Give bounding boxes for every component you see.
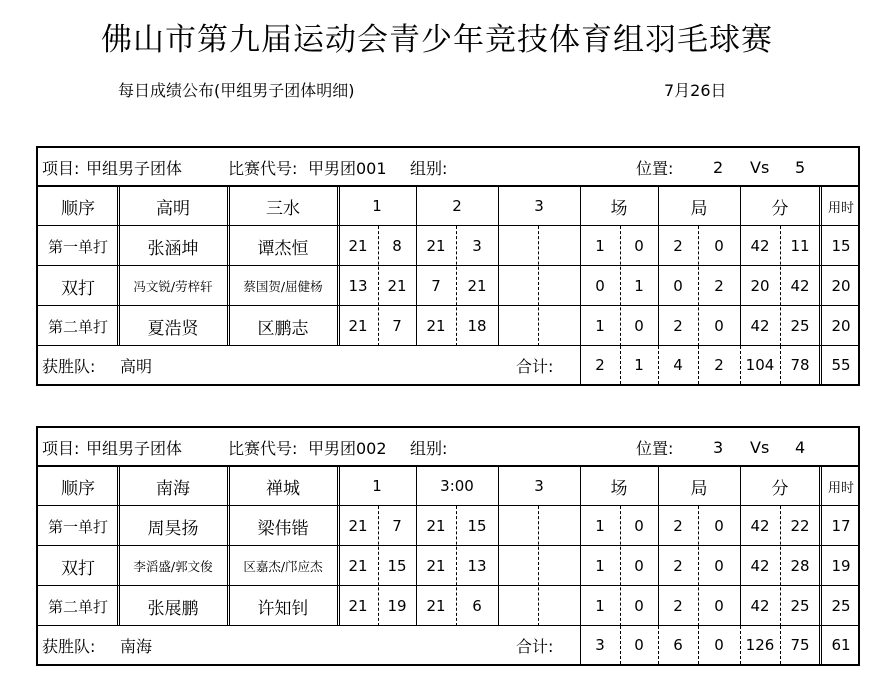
total-time: 55	[831, 356, 851, 374]
set-2-score-a: 21	[426, 237, 446, 255]
team-a-name: 南海	[156, 478, 190, 499]
set-2-score-b: 3	[472, 237, 482, 255]
player-b: 蔡国贺/屈健杨	[243, 279, 323, 294]
player-b: 区嘉杰/邝应杰	[243, 559, 323, 574]
set-1-header: 1	[372, 197, 382, 215]
match-order: 双打	[61, 558, 95, 579]
points-b: 25	[790, 597, 810, 615]
position-label: 位置:	[636, 438, 674, 458]
group-label: 组别:	[410, 158, 448, 178]
matches-a: 1	[595, 517, 605, 535]
position-a: 2	[713, 157, 724, 177]
winner-team: 南海	[120, 636, 153, 656]
games-b: 0	[714, 237, 724, 255]
points-a: 42	[750, 597, 770, 615]
set-3-score-a	[498, 506, 538, 546]
points-header: 分	[771, 198, 789, 219]
points-b: 42	[790, 277, 810, 295]
set-1-score-b: 19	[387, 597, 407, 615]
match-order: 第一单打	[47, 237, 108, 256]
games-a: 0	[673, 277, 683, 295]
set-1-score-b: 7	[392, 517, 402, 535]
games-a: 2	[673, 237, 683, 255]
matches-b: 0	[634, 237, 644, 255]
points-a: 42	[750, 557, 770, 575]
team-b-name: 三水	[266, 198, 300, 219]
match-code: 甲男团002	[308, 438, 387, 458]
position-a: 3	[713, 437, 724, 457]
matches-b: 0	[634, 317, 644, 335]
points-a: 42	[750, 517, 770, 535]
total-points-b: 78	[790, 356, 810, 374]
set-1-score-a: 13	[348, 277, 368, 295]
games-header: 局	[690, 198, 708, 219]
matches-b: 0	[634, 557, 644, 575]
games-b: 2	[714, 277, 724, 295]
points-b: 25	[790, 317, 810, 335]
set-1-score-b: 7	[392, 317, 402, 335]
matches-b: 1	[634, 277, 644, 295]
games-b: 0	[714, 557, 724, 575]
matches-header: 场	[610, 478, 628, 499]
match-order: 第二单打	[47, 597, 108, 616]
order-header: 顺序	[61, 478, 95, 499]
set-3-score-b	[538, 226, 580, 266]
total-matches-a: 3	[595, 636, 605, 654]
match-table	[36, 426, 860, 666]
set-1-score-a: 21	[348, 317, 368, 335]
time-header: 用时	[827, 480, 854, 496]
player-a: 李滔盛/郭文俊	[133, 559, 213, 574]
set-3-score-a	[498, 266, 538, 306]
page-title: 佛山市第九届运动会青少年竞技体育组羽毛球赛	[101, 22, 773, 58]
match-time: 20	[831, 277, 851, 295]
player-b: 许知钊	[257, 598, 309, 619]
games-a: 2	[673, 517, 683, 535]
matches-a: 1	[595, 597, 605, 615]
matches-a: 1	[595, 237, 605, 255]
set-2-header: 3:00	[440, 477, 474, 495]
match-time: 20	[831, 317, 851, 335]
project-prefix: 项目:	[42, 158, 80, 178]
set-3-score-b	[538, 506, 580, 546]
total-points-a: 104	[745, 356, 775, 374]
date-label: 7月26日	[664, 81, 727, 100]
set-1-score-b: 15	[387, 557, 407, 575]
set-2-score-a: 7	[431, 277, 441, 295]
winner-label: 获胜队:	[42, 636, 96, 656]
total-time: 61	[831, 636, 851, 654]
points-b: 22	[790, 517, 810, 535]
set-3-score-b	[538, 266, 580, 306]
total-label: 合计:	[516, 356, 554, 376]
set-3-score-a	[498, 226, 538, 266]
set-2-score-a: 21	[426, 517, 446, 535]
winner-team: 高明	[120, 356, 153, 376]
group-label: 组别:	[410, 438, 448, 458]
matches-header: 场	[610, 198, 628, 219]
set-2-score-a: 21	[426, 317, 446, 335]
time-header: 用时	[827, 200, 854, 216]
player-a: 张涵坤	[147, 238, 199, 259]
position-b: 5	[795, 157, 806, 177]
vs-label: Vs	[750, 157, 770, 177]
set-1-score-b: 8	[392, 237, 402, 255]
set-2-score-a: 21	[426, 557, 446, 575]
player-b: 梁伟锴	[257, 518, 309, 539]
points-b: 11	[790, 237, 810, 255]
code-label: 比赛代号:	[228, 438, 298, 458]
matches-a: 1	[595, 557, 605, 575]
player-b: 谭杰恒	[257, 238, 309, 259]
points-a: 42	[750, 317, 770, 335]
points-a: 42	[750, 237, 770, 255]
match-table	[36, 146, 860, 386]
vs-label: Vs	[750, 437, 770, 457]
position-b: 4	[795, 437, 806, 457]
match-code: 甲男团001	[308, 158, 387, 178]
match-order: 双打	[61, 278, 95, 299]
order-header: 顺序	[61, 198, 95, 219]
set-1-score-a: 21	[348, 557, 368, 575]
set-3-score-b	[538, 586, 580, 626]
matches-a: 0	[595, 277, 605, 295]
set-1-score-a: 21	[348, 597, 368, 615]
player-a: 张展鹏	[147, 598, 199, 619]
matches-a: 1	[595, 317, 605, 335]
total-matches-b: 0	[634, 636, 644, 654]
player-a: 夏浩贤	[147, 318, 199, 339]
games-a: 2	[673, 597, 683, 615]
match-time: 25	[831, 597, 851, 615]
player-a: 周昊扬	[147, 518, 199, 539]
team-b-name: 禅城	[266, 478, 300, 499]
set-2-score-b: 13	[467, 557, 487, 575]
games-b: 0	[714, 597, 724, 615]
total-points-a: 126	[745, 636, 775, 654]
games-a: 2	[673, 317, 683, 335]
team-a-name: 高明	[156, 198, 190, 219]
games-header: 局	[690, 478, 708, 499]
project-name: 甲组男子团体	[86, 438, 183, 458]
total-label: 合计:	[516, 636, 554, 656]
subtitle: 每日成绩公布(甲组男子团体明细)	[118, 81, 355, 100]
project-prefix: 项目:	[42, 438, 80, 458]
games-b: 0	[714, 517, 724, 535]
player-a: 冯文锐/劳梓轩	[133, 279, 213, 294]
match-time: 15	[831, 237, 851, 255]
match-time: 17	[831, 517, 851, 535]
total-games-a: 4	[673, 356, 683, 374]
set-2-score-b: 18	[467, 317, 487, 335]
set-3-score-a	[498, 586, 538, 626]
winner-label: 获胜队:	[42, 356, 96, 376]
games-a: 2	[673, 557, 683, 575]
total-games-b: 2	[714, 356, 724, 374]
set-3-header: 3	[534, 197, 544, 215]
games-b: 0	[714, 317, 724, 335]
set-2-score-a: 21	[426, 597, 446, 615]
matches-b: 0	[634, 517, 644, 535]
set-3-score-b	[538, 306, 580, 346]
player-b: 区鹏志	[257, 318, 309, 339]
total-points-b: 75	[790, 636, 810, 654]
set-1-score-a: 21	[348, 517, 368, 535]
points-header: 分	[771, 478, 789, 499]
match-time: 19	[831, 557, 851, 575]
set-2-score-b: 6	[472, 597, 482, 615]
set-3-score-b	[538, 546, 580, 586]
match-order: 第二单打	[47, 317, 108, 336]
total-matches-a: 2	[595, 356, 605, 374]
position-label: 位置:	[636, 158, 674, 178]
code-label: 比赛代号:	[228, 158, 298, 178]
set-2-score-b: 21	[467, 277, 487, 295]
points-a: 20	[750, 277, 770, 295]
total-games-b: 0	[714, 636, 724, 654]
match-order: 第一单打	[47, 517, 108, 536]
total-matches-b: 1	[634, 356, 644, 374]
set-2-score-b: 15	[467, 517, 487, 535]
points-b: 28	[790, 557, 810, 575]
set-2-header: 2	[452, 197, 462, 215]
project-name: 甲组男子团体	[86, 158, 183, 178]
matches-b: 0	[634, 597, 644, 615]
set-3-score-a	[498, 546, 538, 586]
set-1-header: 1	[372, 477, 382, 495]
total-games-a: 6	[673, 636, 683, 654]
set-3-header: 3	[534, 477, 544, 495]
set-1-score-a: 21	[348, 237, 368, 255]
set-3-score-a	[498, 306, 538, 346]
set-1-score-b: 21	[387, 277, 407, 295]
